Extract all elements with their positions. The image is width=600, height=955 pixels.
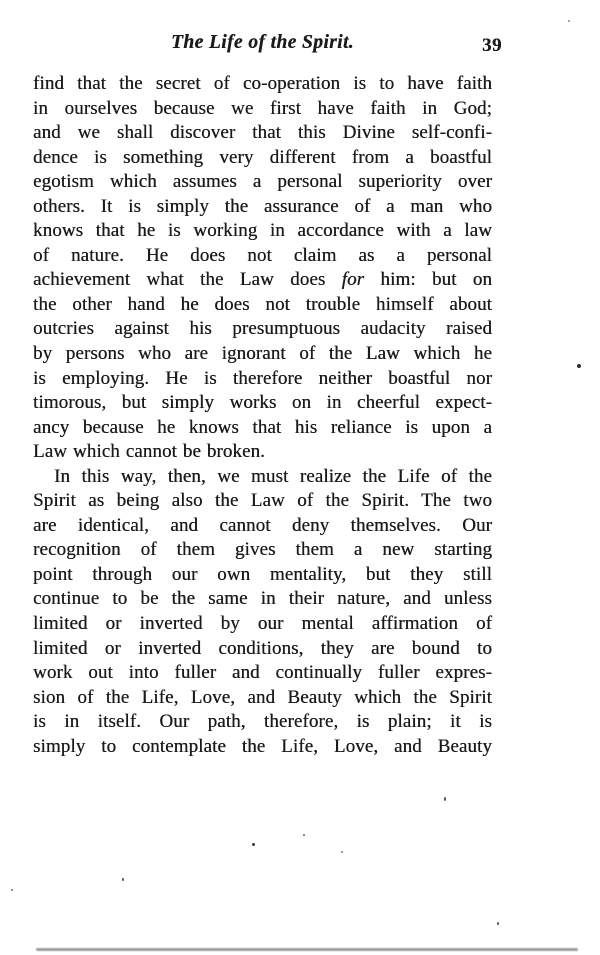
scan-speck — [577, 364, 581, 368]
text-line: recognition of them gives them a new starting — [33, 539, 492, 561]
text-line: sion of the Life, Love, and Beauty which the Spirit — [33, 686, 492, 708]
text-line: in ourselves because we first have faith in God; — [33, 97, 492, 119]
text-line: and we shall discover that this Divine self-confi- — [33, 122, 492, 144]
text-line: timorous, but simply works on in cheerful expect- — [33, 392, 492, 414]
text-line: outcries against his presumptuous audacity raised — [33, 318, 492, 340]
text-line: are identical, and cannot deny themselves. Our — [33, 514, 492, 536]
text-line: point through our own mentality, but they still — [33, 563, 492, 585]
text-line: ancy because he knows that his reliance is upon a — [33, 416, 492, 438]
scan-edge-bar — [36, 948, 578, 951]
text-line: achievement what the Law does for him: but on — [33, 269, 493, 291]
text-line: limited or inverted by our mental affirmation of — [33, 613, 492, 635]
scan-speck — [497, 922, 499, 925]
text-line: limited or inverted conditions, they are bound to — [33, 637, 492, 659]
text-line: Law which cannot be broken. — [33, 441, 265, 463]
running-header-title: The Life of the Spirit. — [170, 32, 355, 53]
text-line: In this way, then, we must realize the Life of the — [54, 465, 492, 487]
text-line: egotism which assumes a personal superiority over — [33, 171, 492, 193]
text-line: by persons who are ignorant of the Law which he — [33, 343, 492, 365]
scan-speck — [252, 843, 255, 846]
text-line: the other hand he does not trouble himself about — [33, 293, 492, 315]
text-line: find that the secret of co-operation is to have faith — [33, 73, 492, 94]
scan-speck — [341, 851, 343, 853]
text-line: simply to contemplate the Life, Love, and Beauty — [33, 735, 492, 757]
scan-speck — [11, 889, 13, 891]
text-line: is in itself. Our path, therefore, is plain; it is — [33, 711, 492, 733]
text-line: work out into fuller and continually fuller expres- — [33, 662, 492, 684]
scan-speck — [444, 797, 446, 801]
text-line: Spirit as being also the Law of the Spirit. The two — [33, 490, 492, 512]
text-line: continue to be the same in their nature, and unless — [33, 588, 492, 610]
scan-speck — [303, 834, 305, 836]
text-line: dence is something very different from a boastful — [33, 146, 492, 168]
text-line: others. It is simply the assurance of a man who — [33, 195, 492, 217]
scan-speck — [568, 20, 570, 22]
text-line: knows that he is working in accordance with a law — [33, 220, 492, 242]
scan-speck — [122, 878, 124, 881]
text-line: of nature. He does not claim as a personal — [33, 244, 492, 266]
text-line: is employing. He is therefore neither boastful nor — [33, 367, 492, 389]
page-number: 39 — [482, 35, 502, 56]
body-text — [33, 72, 492, 759]
